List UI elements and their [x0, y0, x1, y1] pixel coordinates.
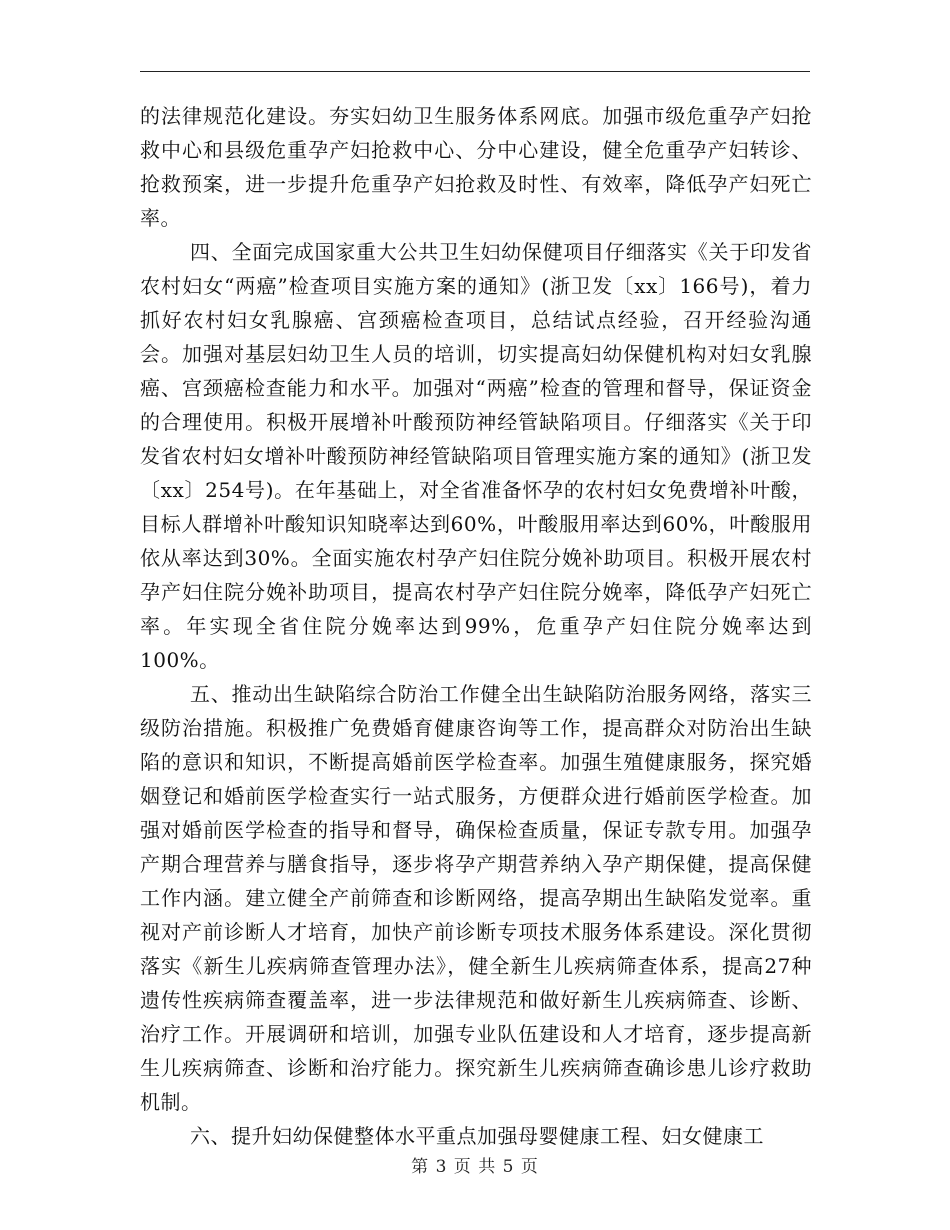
page-footer: 第 3 页 共 5 页	[411, 1157, 539, 1177]
paragraph-4: 六、提升妇幼保健整体水平重点加强母婴健康工程、妇女健康工	[190, 1124, 764, 1148]
header-rule	[140, 71, 810, 72]
paragraph-3: 五、推动出生缺陷综合防治工作健全出生缺陷防治服务网络，落实三级防治措施。积极推广免费婚育健康咨询等工作，提高群众对防治出生缺陷的意识和知识，不断提高婚前医学检查率。加强生殖健康服务，探究婚姻登记和婚前医学检查实行一站式服务，方便群众进行婚前医学检查。加强对婚前医学检查的指导和督导，确保检查质量，保证专款专用。加强孕产期合理营养与膳食指导，逐步将孕产期营养纳入孕产期保健，提高保健工作内涵。建立健全产前筛查和诊断网络，提高孕期出生缺陷发觉率。重视对产前诊断人才培育，加快产前诊断专项技术服务体系建设。深化贯彻落实《新生儿疾病筛查管理办法》，健全新生儿疾病筛查体系，提高27种遗传性疾病筛查覆盖率，进一步法律规范和做好新生儿疾病筛查、诊断、治疗工作。开展调研和培训，加强专业队伍建设和人才培育，逐步提高新生儿疾病筛查、诊断和治疗能力。探究新生儿疾病筛查确诊患儿诊疗救助机制。	[140, 682, 812, 1114]
body-text	[140, 99, 812, 1153]
paragraph-2: 四、全面完成国家重大公共卫生妇幼保健项目仔细落实《关于印发省农村妇女“两癌”检查项目实施方案的通知》(浙卫发〔xx〕166号)，着力抓好农村妇女乳腺癌、宫颈癌检查项目，总结试点经验，召开经验沟通会。加强对基层妇幼卫生人员的培训，切实提高妇幼保健机构对妇女乳腺癌、宫颈癌检查能力和水平。加强对“两癌”检查的管理和督导，保证资金的合理使用。积极开展增补叶酸预防神经管缺陷项目。仔细落实《关于印发省农村妇女增补叶酸预防神经管缺陷项目管理实施方案的通知》(浙卫发〔xx〕254号)。在年基础上，对全省准备怀孕的农村妇女免费增补叶酸，目标人群增补叶酸知识知晓率达到60%，叶酸服用率达到60%，叶酸服用依从率达到30%。全面实施农村孕产妇住院分娩补助项目。积极开展农村孕产妇住院分娩补助项目，提高农村孕产妇住院分娩率，降低孕产妇死亡率。年实现全省住院分娩率达到99%，危重孕产妇住院分娩率达到100%。	[140, 240, 812, 672]
paragraph-1: 的法律规范化建设。夯实妇幼卫生服务体系网底。加强市级危重孕产妇抢救中心和县级危重孕产妇抢救中心、分中心建设，健全危重孕产妇转诊、抢救预案，进一步提升危重孕产妇抢救及时性、有效率，降低孕产妇死亡率。	[140, 104, 812, 230]
